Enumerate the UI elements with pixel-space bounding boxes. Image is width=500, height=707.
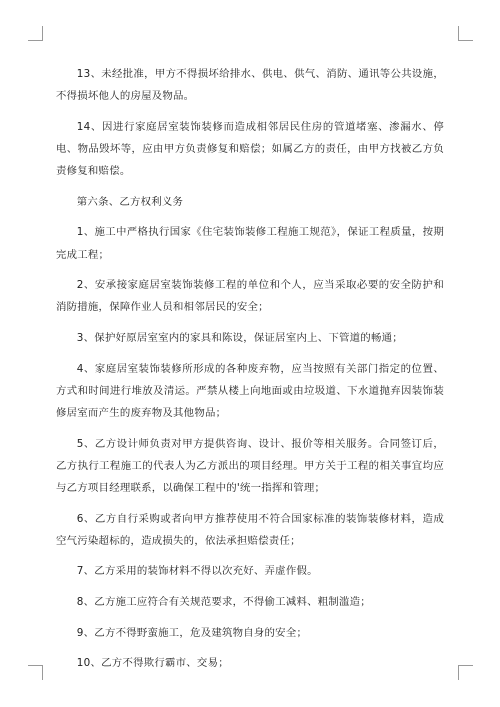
obligation-5: 5、乙方设计师负责对甲方提供咨询、设计、报价等相关服务。合同签订后，乙方执行工程施工的代表人为乙方派出的项目经理。甲方关于工程的相关事宜均应与乙方项目经理联系，以确保工程中的'统一指挥和管理； <box>56 437 444 494</box>
crop-mark-top-right <box>458 26 473 41</box>
obligation-2: 2、安承接家庭居室装饰装修工程的单位和个人，应当采取必要的安全防护和消防措施，保障作业人员和相邻居民的安全； <box>56 279 444 314</box>
obligation-3: 3、保护好原居室室内的家具和陈设，保证居室内上、下管道的畅通； <box>76 331 403 344</box>
obligation-4: 4、家庭居室装饰装修所形成的各种废弃物，应当按照有关部门指定的位置、方式和时间进行堆放及清运。严禁从楼上向地面或由垃圾道、下水道抛弃因装饰装修居室而产生的废弃物及其他物品； <box>56 362 444 419</box>
obligation-8: 8、乙方施工应符合有关规范要求，不得偷工减料、粗制滥造； <box>76 595 371 608</box>
clause-13: 13、未经批准，甲方不得损坏给排水、供电、供气、消防、通讯等公共设施，不得损坏他人的房屋及物品。 <box>56 68 444 103</box>
obligation-9: 9、乙方不得野蛮施工，危及建筑物自身的安全； <box>76 626 308 639</box>
obligation-1: 1、施工中严格执行国家《住宅装饰装修工程施工规范》，保证工程质量，按期完成工程； <box>56 226 444 261</box>
obligation-6: 6、乙方自行采购或者向甲方推荐使用不符合国家标准的装饰装修材料，造成空气污染超标的，造成损失的，依法承担赔偿责任； <box>56 512 444 547</box>
document-body <box>56 63 444 674</box>
crop-mark-bottom-left <box>28 665 43 680</box>
obligation-7: 7、乙方采用的装饰材料不得以次充好、弄虚作假。 <box>76 565 318 578</box>
section-heading: 第六条、乙方权利义务 <box>76 195 184 208</box>
obligation-10: 10、乙方不得欺行霸市、交易； <box>76 657 229 670</box>
crop-mark-bottom-right <box>458 665 473 680</box>
crop-mark-top-left <box>28 26 43 41</box>
clause-14: 14、因进行家庭居室装饰装修而造成相邻居民住房的管道堵塞、渗漏水、停电、物品毁坏等，应由甲方负责修复和赔偿；如属乙方的责任，由甲方找被乙方负责修复和赔偿。 <box>56 120 444 178</box>
